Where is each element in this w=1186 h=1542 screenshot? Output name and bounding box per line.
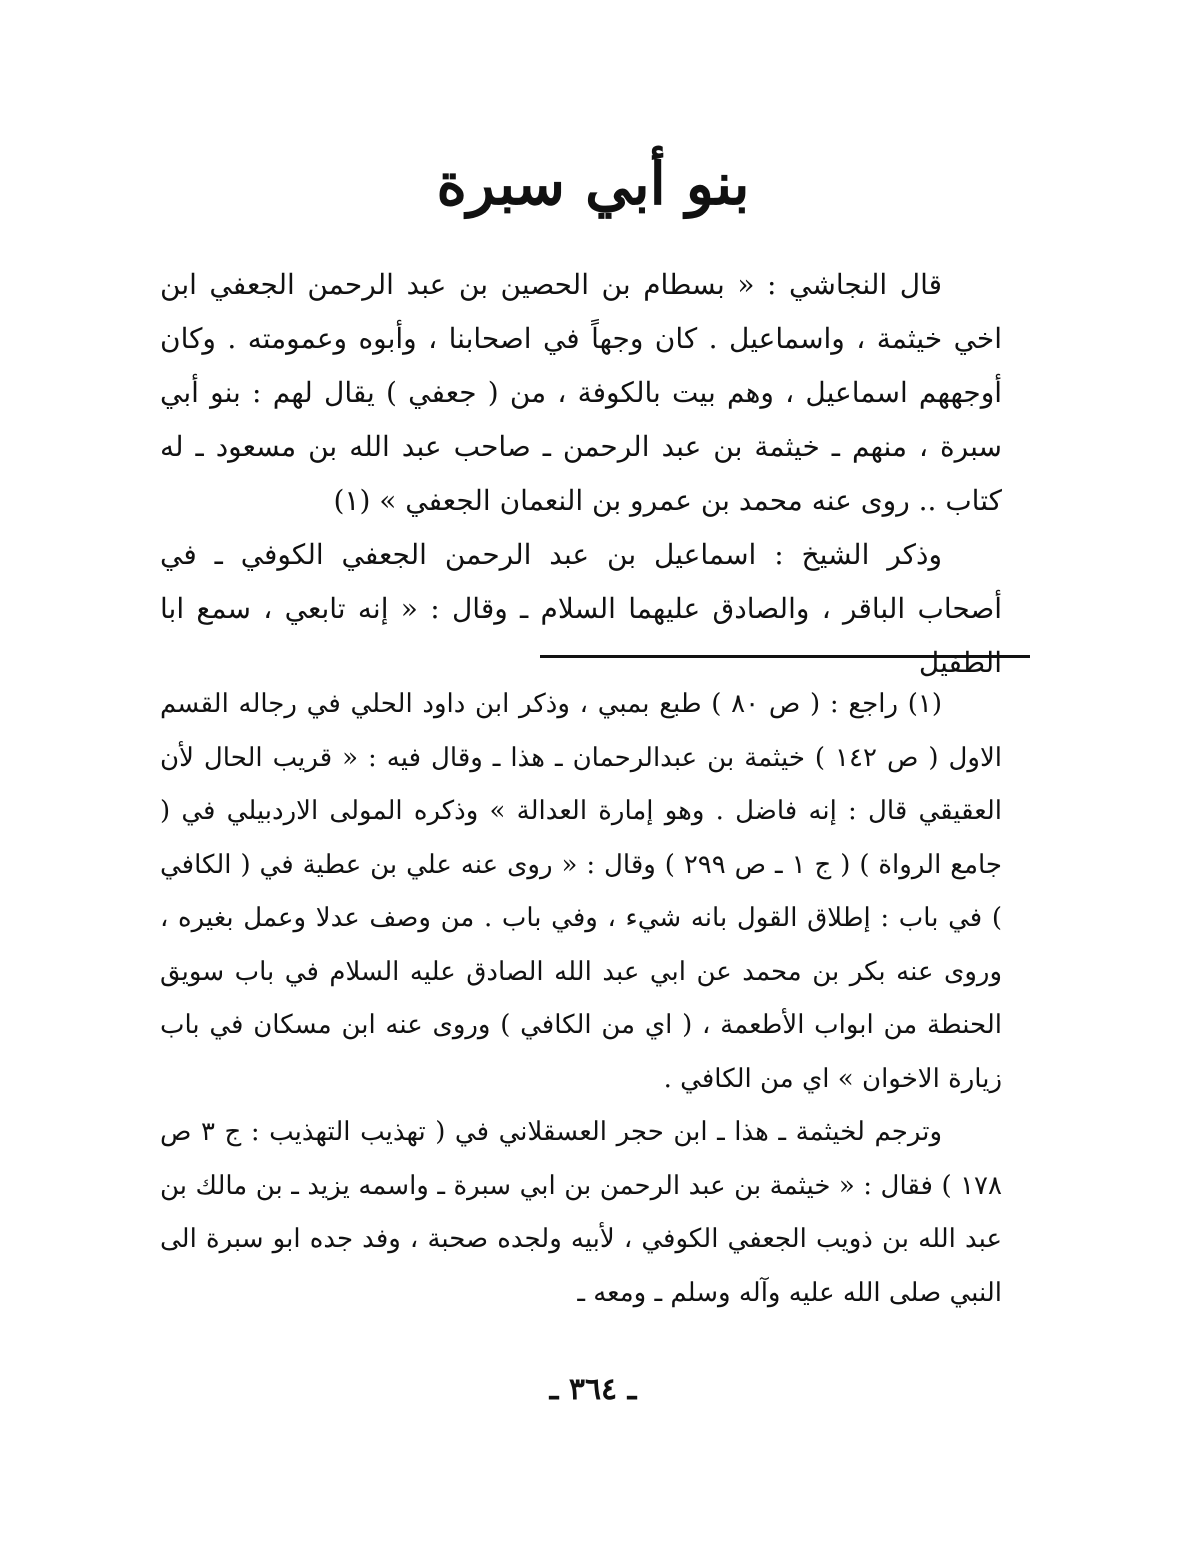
- footnote-separator: [540, 655, 1030, 658]
- page-number: ـ ٣٦٤ ـ: [549, 1372, 637, 1407]
- footnote-1: (١) راجع : ( ص ٨٠ ) طبع بمبي ، وذكر ابن داود الحلي في رجاله القسم الاول ( ص ١٤٢ ) خيثمة بن عبدالرحمان ـ هذا ـ وقال فيه : « قريب الحال لأن العقيقي قال : إنه فاضل . وهو إمارة العدالة » وذكره المولى الاردبيلي في ( جامع الرواة ) ( ج ١ ـ ص ٢٩٩ ) وقال : « روى عنه علي بن عطية في ( الكافي ) في باب : إطلاق القول بانه شيء ، وفي باب . من وصف عدلا وعمل بغيره ، وروى عنه بكر بن محمد عن ابي عبد الله الصادق عليه السلام في باب سويق الحنطة من ابواب الأطعمة ، ( اي من الكافي ) وروى عنه ابن مسكان في باب زيارة الاخوان » اي من الكافي .: [160, 689, 1003, 1094]
- chapter-title: بنو أبي سبرة: [436, 150, 750, 218]
- main-paragraph-1: قال النجاشي : « بسطام بن الحصين بن عبد الرحمن الجعفي ابن اخي خيثمة ، واسماعيل . كان وجهاً في اصحابنا ، وأبوه وعمومته . وكان أوجههم اسماعيل ، وهم بيت بالكوفة ، من ( جعفي ) يقال لهم : بنو أبي سبرة ، منهم ـ خيثمة بن عبد الرحمن ـ صاحب عبد الله بن مسعود ـ له كتاب .. روى عنه محمد بن عمرو بن النعمان الجعفي » (١): [160, 268, 1002, 517]
- main-text: [160, 258, 1002, 690]
- main-paragraph-2: وذكر الشيخ : اسماعيل بن عبد الرحمن الجعفي الكوفي ـ في أصحاب الباقر ، والصادق عليهما السلام ـ وقال : « إنه تابعي ، سمع ابا الطفيل: [160, 538, 1002, 679]
- footnote-continuation: وترجم لخيثمة ـ هذا ـ ابن حجر العسقلاني في ( تهذيب التهذيب : ج ٣ ص ١٧٨ ) فقال : « خيثمة بن عبد الرحمن بن ابي سبرة ـ واسمه يزيد ـ بن مالك بن عبد الله بن ذويب الجعفي الكوفي ، لأبيه ولجده صحبة ، وفد جده ابو سبرة الى النبي صلى الله عليه وآله وسلم ـ ومعه ـ: [160, 1117, 1002, 1308]
- footnotes: [160, 678, 1002, 1320]
